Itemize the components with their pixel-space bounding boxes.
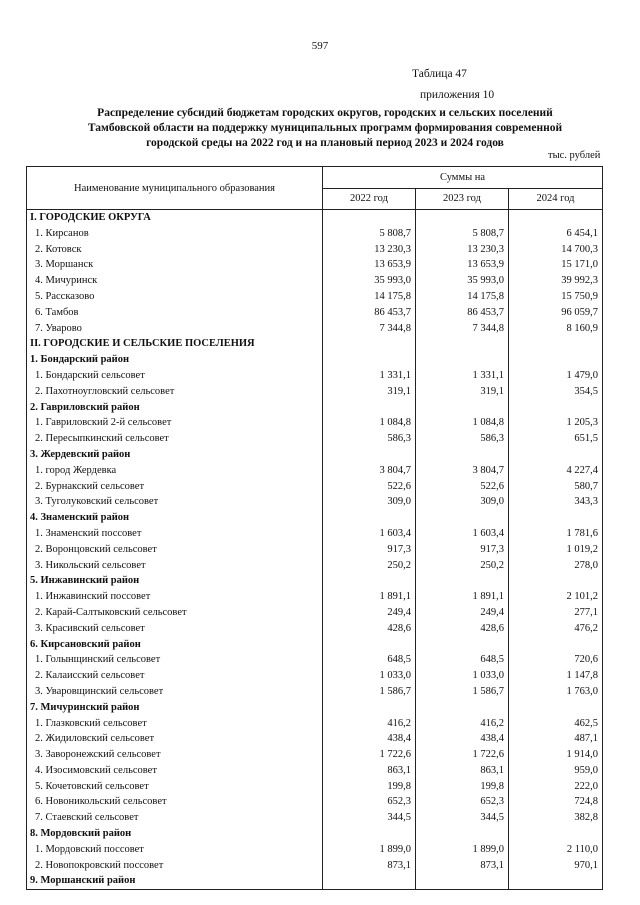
amount-2022: 1 586,7: [323, 684, 416, 700]
municipality-name: 3. Уваровщинский сельсовет: [27, 684, 323, 700]
municipality-name: 2. Воронцовский сельсовет: [27, 542, 323, 558]
amount-2022: 522,6: [323, 479, 416, 495]
amount-2022: 648,5: [323, 652, 416, 668]
amount-2022: 319,1: [323, 384, 416, 400]
section-header-row: [27, 352, 603, 368]
municipality-name: 1. Инжавинский поссовет: [27, 589, 323, 605]
amount-2023: 309,0: [416, 494, 509, 510]
amount-2024: 476,2: [509, 621, 603, 637]
amount-2024: 354,5: [509, 384, 603, 400]
amount-2022: 344,5: [323, 810, 416, 826]
amount-2022: 1 722,6: [323, 747, 416, 763]
amount-2024: 277,1: [509, 605, 603, 621]
amount-2022: 14 175,8: [323, 289, 416, 305]
amount-2024: 1 914,0: [509, 747, 603, 763]
table-label: Таблица 47: [412, 68, 467, 80]
amount-2023: 13 653,9: [416, 257, 509, 273]
amount-2024: [509, 637, 603, 653]
section-title: 3. Жердевский район: [27, 447, 323, 463]
amount-2024: 222,0: [509, 779, 603, 795]
municipality-name: 3. Туголуковский сельсовет: [27, 494, 323, 510]
column-header-sums: Суммы на: [323, 167, 603, 189]
section-header-row: [27, 573, 603, 589]
amount-2024: [509, 447, 603, 463]
column-header-2024: 2024 год: [509, 188, 603, 210]
amount-2022: 250,2: [323, 558, 416, 574]
amount-2023: [416, 352, 509, 368]
title-line: Распределение субсидий бюджетам городских округов, городских и сельских поселений: [97, 107, 553, 119]
amount-2024: 96 059,7: [509, 305, 603, 321]
amount-2022: 249,4: [323, 605, 416, 621]
amount-2022: 416,2: [323, 716, 416, 732]
table-row: [27, 273, 603, 289]
municipality-name: 2. Новопокровский поссовет: [27, 858, 323, 874]
amount-2022: 586,3: [323, 431, 416, 447]
amount-2022: 3 804,7: [323, 463, 416, 479]
municipality-name: 2. Котовск: [27, 242, 323, 258]
amount-2024: 2 101,2: [509, 589, 603, 605]
section-title: 2. Гавриловский район: [27, 400, 323, 416]
amount-2023: 522,6: [416, 479, 509, 495]
amount-2022: [323, 873, 416, 889]
amount-2023: 3 804,7: [416, 463, 509, 479]
amount-2022: 1 033,0: [323, 668, 416, 684]
amount-2023: 249,4: [416, 605, 509, 621]
amount-2022: 86 453,7: [323, 305, 416, 321]
amount-2024: 1 205,3: [509, 415, 603, 431]
section-header-row: [27, 873, 603, 889]
title-line: Тамбовской области на поддержку муниципальных программ формирования современной: [87, 122, 563, 134]
amount-2024: 343,3: [509, 494, 603, 510]
amount-2024: 970,1: [509, 858, 603, 874]
municipality-name: 4. Изосимовский сельсовет: [27, 763, 323, 779]
amount-2022: 863,1: [323, 763, 416, 779]
document-title: [40, 106, 610, 151]
amount-2023: 917,3: [416, 542, 509, 558]
amount-2024: 382,8: [509, 810, 603, 826]
municipality-name: 3. Заворонежский сельсовет: [27, 747, 323, 763]
amount-2024: 651,5: [509, 431, 603, 447]
amount-2024: [509, 210, 603, 226]
amount-2023: [416, 700, 509, 716]
amount-2022: [323, 447, 416, 463]
appendix-label: приложения 10: [420, 89, 495, 101]
amount-2022: 35 993,0: [323, 273, 416, 289]
column-header-2022: 2022 год: [323, 188, 416, 210]
units-label: тыс. рублей: [548, 150, 601, 161]
amount-2024: [509, 826, 603, 842]
table-row: [27, 305, 603, 321]
table-row: [27, 842, 603, 858]
amount-2024: 1 479,0: [509, 368, 603, 384]
amount-2022: 309,0: [323, 494, 416, 510]
section-title: 8. Мордовский район: [27, 826, 323, 842]
municipality-name: 5. Кочетовский сельсовет: [27, 779, 323, 795]
municipality-name: 3. Никольский сельсовет: [27, 558, 323, 574]
section-header-row: [27, 447, 603, 463]
amount-2023: 1 722,6: [416, 747, 509, 763]
table-row: [27, 810, 603, 826]
amount-2022: 917,3: [323, 542, 416, 558]
table-row: [27, 415, 603, 431]
table-row: [27, 368, 603, 384]
amount-2024: 1 763,0: [509, 684, 603, 700]
table-row: [27, 479, 603, 495]
amount-2023: 319,1: [416, 384, 509, 400]
amount-2024: 14 700,3: [509, 242, 603, 258]
table-row: [27, 668, 603, 684]
amount-2023: 1 033,0: [416, 668, 509, 684]
table-row: [27, 494, 603, 510]
table-row: [27, 779, 603, 795]
title-line: городской среды на 2022 год и на плановый период 2023 и 2024 годов: [146, 137, 504, 149]
municipality-name: 2. Пахотноугловский сельсовет: [27, 384, 323, 400]
amount-2022: 5 808,7: [323, 226, 416, 242]
table-row: [27, 605, 603, 621]
table-row: [27, 226, 603, 242]
page-number: 597: [311, 40, 329, 52]
table-row: [27, 652, 603, 668]
table-row: [27, 747, 603, 763]
table-row: [27, 558, 603, 574]
amount-2024: 6 454,1: [509, 226, 603, 242]
amount-2023: 648,5: [416, 652, 509, 668]
table-row: [27, 731, 603, 747]
amount-2024: 720,6: [509, 652, 603, 668]
section-title: 1. Бондарский район: [27, 352, 323, 368]
amount-2024: [509, 336, 603, 352]
amount-2024: 724,8: [509, 794, 603, 810]
amount-2024: 959,0: [509, 763, 603, 779]
amount-2023: [416, 873, 509, 889]
table-row: [27, 589, 603, 605]
amount-2023: 652,3: [416, 794, 509, 810]
section-title: 7. Мичуринский район: [27, 700, 323, 716]
municipality-name: 1. Голынщинский сельсовет: [27, 652, 323, 668]
amount-2023: [416, 510, 509, 526]
amount-2022: 1 899,0: [323, 842, 416, 858]
municipality-name: 4. Мичуринск: [27, 273, 323, 289]
amount-2024: [509, 400, 603, 416]
table-row: [27, 716, 603, 732]
amount-2023: 7 344,8: [416, 321, 509, 337]
amount-2024: [509, 873, 603, 889]
amount-2022: 652,3: [323, 794, 416, 810]
amount-2023: 250,2: [416, 558, 509, 574]
amount-2024: [509, 510, 603, 526]
amount-2022: 1 084,8: [323, 415, 416, 431]
amount-2022: 13 230,3: [323, 242, 416, 258]
amount-2024: 15 750,9: [509, 289, 603, 305]
municipality-name: 1. Мордовский поссовет: [27, 842, 323, 858]
amount-2023: 13 230,3: [416, 242, 509, 258]
section-title: 4. Знаменский район: [27, 510, 323, 526]
table-row: [27, 242, 603, 258]
table-row: [27, 431, 603, 447]
amount-2023: 1 586,7: [416, 684, 509, 700]
table-row: [27, 526, 603, 542]
amount-2023: 86 453,7: [416, 305, 509, 321]
municipality-name: 6. Новоникольский сельсовет: [27, 794, 323, 810]
municipality-name: 1. Бондарский сельсовет: [27, 368, 323, 384]
table-row: [27, 621, 603, 637]
amount-2024: 15 171,0: [509, 257, 603, 273]
amount-2023: 586,3: [416, 431, 509, 447]
amount-2024: 1 019,2: [509, 542, 603, 558]
amount-2022: 873,1: [323, 858, 416, 874]
amount-2023: [416, 447, 509, 463]
amount-2022: 199,8: [323, 779, 416, 795]
section-header-row: [27, 510, 603, 526]
amount-2022: [323, 352, 416, 368]
amount-2022: [323, 510, 416, 526]
municipality-name: 3. Моршанск: [27, 257, 323, 273]
municipality-name: 2. Бурнакский сельсовет: [27, 479, 323, 495]
amount-2024: 487,1: [509, 731, 603, 747]
amount-2023: [416, 637, 509, 653]
amount-2023: [416, 400, 509, 416]
section-header-row: [27, 400, 603, 416]
municipality-name: 2. Карай-Салтыковский сельсовет: [27, 605, 323, 621]
amount-2022: [323, 700, 416, 716]
amount-2024: 4 227,4: [509, 463, 603, 479]
table-row: [27, 321, 603, 337]
amount-2022: [323, 637, 416, 653]
table-row: [27, 384, 603, 400]
amount-2023: 5 808,7: [416, 226, 509, 242]
table-row: [27, 794, 603, 810]
amount-2023: [416, 336, 509, 352]
section-header-row: [27, 637, 603, 653]
amount-2022: 1 331,1: [323, 368, 416, 384]
amount-2024: 462,5: [509, 716, 603, 732]
table-row: [27, 858, 603, 874]
amount-2023: 35 993,0: [416, 273, 509, 289]
table-row: [27, 257, 603, 273]
amount-2023: 438,4: [416, 731, 509, 747]
municipality-name: 1. Знаменский поссовет: [27, 526, 323, 542]
amount-2023: 863,1: [416, 763, 509, 779]
municipality-name: 2. Калаисский сельсовет: [27, 668, 323, 684]
municipality-name: 6. Тамбов: [27, 305, 323, 321]
amount-2024: 1 781,6: [509, 526, 603, 542]
amount-2022: 428,6: [323, 621, 416, 637]
section-title: II. ГОРОДСКИЕ И СЕЛЬСКИЕ ПОСЕЛЕНИЯ: [27, 336, 323, 352]
amount-2023: 14 175,8: [416, 289, 509, 305]
amount-2022: [323, 336, 416, 352]
amount-2024: 39 992,3: [509, 273, 603, 289]
amount-2022: [323, 400, 416, 416]
amount-2024: 278,0: [509, 558, 603, 574]
amount-2022: [323, 826, 416, 842]
amount-2023: 199,8: [416, 779, 509, 795]
section-title: 9. Моршанский район: [27, 873, 323, 889]
table-body: [27, 210, 603, 890]
amount-2024: [509, 573, 603, 589]
section-header-row: [27, 210, 603, 226]
amount-2023: 344,5: [416, 810, 509, 826]
amount-2023: 416,2: [416, 716, 509, 732]
amount-2023: 1 899,0: [416, 842, 509, 858]
amount-2024: [509, 700, 603, 716]
section-title: 6. Кирсановский район: [27, 637, 323, 653]
amount-2022: 438,4: [323, 731, 416, 747]
municipality-name: 7. Стаевский сельсовет: [27, 810, 323, 826]
amount-2023: [416, 210, 509, 226]
amount-2023: 1 603,4: [416, 526, 509, 542]
column-header-name: Наименование муниципального образования: [27, 167, 323, 210]
municipality-name: 2. Пересыпкинский сельсовет: [27, 431, 323, 447]
section-title: I. ГОРОДСКИЕ ОКРУГА: [27, 210, 323, 226]
amount-2024: 8 160,9: [509, 321, 603, 337]
section-header-row: [27, 826, 603, 842]
municipality-name: 5. Рассказово: [27, 289, 323, 305]
amount-2023: 1 084,8: [416, 415, 509, 431]
amount-2023: 1 331,1: [416, 368, 509, 384]
subsidy-table: [26, 166, 603, 890]
section-header-row: [27, 336, 603, 352]
municipality-name: 1. Глазковский сельсовет: [27, 716, 323, 732]
amount-2023: 428,6: [416, 621, 509, 637]
table-row: [27, 684, 603, 700]
amount-2024: 1 147,8: [509, 668, 603, 684]
amount-2022: 13 653,9: [323, 257, 416, 273]
amount-2022: 1 891,1: [323, 589, 416, 605]
amount-2023: [416, 826, 509, 842]
municipality-name: 1. город Жердевка: [27, 463, 323, 479]
amount-2024: 580,7: [509, 479, 603, 495]
table-row: [27, 289, 603, 305]
amount-2022: [323, 210, 416, 226]
table-row: [27, 463, 603, 479]
amount-2023: 1 891,1: [416, 589, 509, 605]
section-header-row: [27, 700, 603, 716]
amount-2024: [509, 352, 603, 368]
amount-2023: [416, 573, 509, 589]
amount-2022: 1 603,4: [323, 526, 416, 542]
municipality-name: 3. Красивский сельсовет: [27, 621, 323, 637]
municipality-name: 7. Уварово: [27, 321, 323, 337]
municipality-name: 2. Жидиловский сельсовет: [27, 731, 323, 747]
amount-2024: 2 110,0: [509, 842, 603, 858]
column-header-2023: 2023 год: [416, 188, 509, 210]
municipality-name: 1. Кирсанов: [27, 226, 323, 242]
amount-2022: [323, 573, 416, 589]
table-row: [27, 763, 603, 779]
section-title: 5. Инжавинский район: [27, 573, 323, 589]
amount-2023: 873,1: [416, 858, 509, 874]
municipality-name: 1. Гавриловский 2-й сельсовет: [27, 415, 323, 431]
table-row: [27, 542, 603, 558]
amount-2022: 7 344,8: [323, 321, 416, 337]
